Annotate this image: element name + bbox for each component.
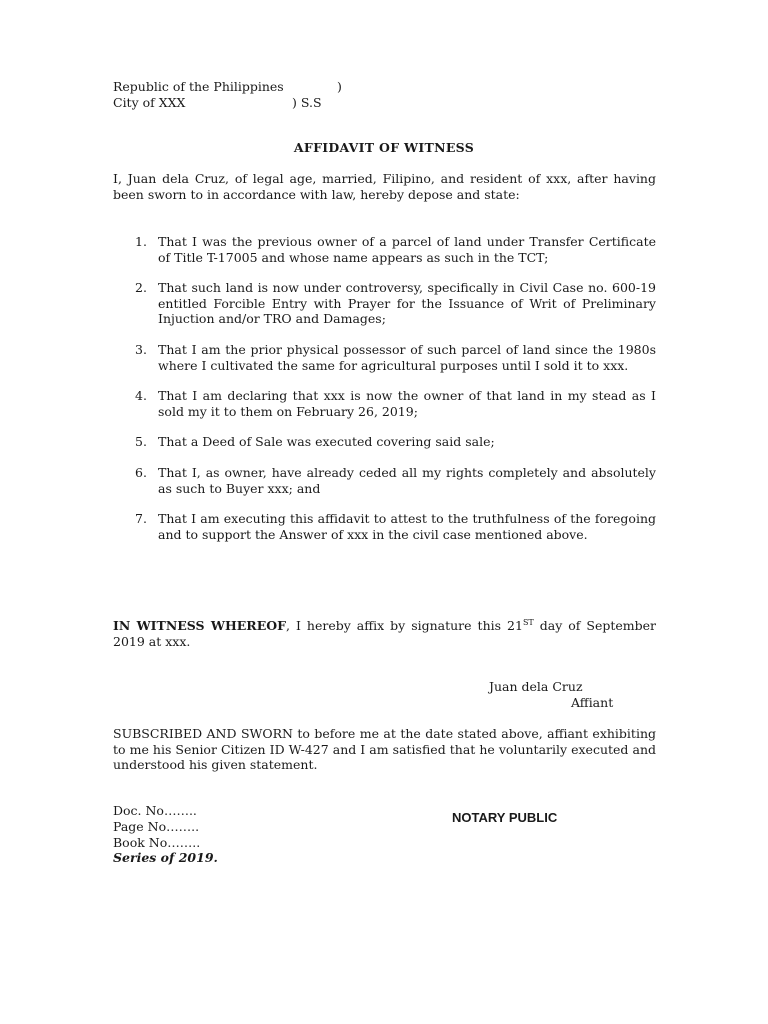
statement-item [113, 465, 656, 496]
statement-text: That I am executing this affidavit to attest to the truthfulness of the foregoing and to support the Answer of xxx in the civil case mentioned above. [158, 511, 656, 542]
statement-text: That I, as owner, have already ceded all my rights completely and absolutely as such to Buyer xxx; and [158, 464, 656, 496]
witness-text-2: day of September 2019 at xxx. [113, 618, 657, 649]
venue-republic-label: Republic of the Philippines [113, 79, 284, 94]
notary-public-label: NOTARY PUBLIC [452, 810, 558, 825]
statement-number: 3. [135, 341, 147, 357]
venue-city-label: City of XXX [113, 95, 186, 110]
statement-number: 5. [135, 434, 147, 450]
venue-bracket-1: ) [337, 79, 342, 94]
statement-item [113, 434, 656, 450]
statement-list [113, 234, 656, 557]
witness-lead: IN WITNESS WHEREOF [113, 618, 286, 633]
statement-item [113, 388, 656, 419]
statement-number: 4. [135, 388, 147, 404]
statement-item [113, 342, 656, 373]
statement-text: That such land is now under controversy, specifically in Civil Case no. 600-19 entitled Forcible Entry with Prayer for the Issuance of Writ of Preliminary Injuction and/or TRO and Damages; [158, 280, 656, 327]
series-year: Series of 2019. [113, 850, 218, 865]
statement-item [113, 280, 656, 327]
statement-number: 6. [135, 464, 147, 480]
statement-item [113, 234, 656, 265]
witness-text-1: , I hereby affix by signature this 21 [286, 618, 523, 633]
venue-republic [113, 79, 284, 95]
witness-superscript: ST [522, 618, 534, 627]
book-number: Book No…….. [113, 835, 201, 850]
doc-number: Doc. No…….. [113, 803, 197, 818]
document-title: AFFIDAVIT OF WITNESS [293, 140, 475, 155]
intro-paragraph: I, Juan dela Cruz, of legal age, married, Filipino, and resident of xxx, after having been sworn to in accordance with law, hereby depose and state: [113, 171, 656, 202]
venue-city [113, 95, 185, 111]
affiant-name: Juan dela Cruz [489, 679, 583, 694]
affiant-role: Affiant [571, 695, 614, 710]
jurat-paragraph: SUBSCRIBED AND SWORN to before me at the date stated above, affiant exhibiting to me his Senior Citizen ID W-427 and I am satisfied that he voluntarily executed and understood his given statement. [113, 726, 656, 773]
statement-text: That I am the prior physical possessor of such parcel of land since the 1980s where I cultivated the same for agricultural purposes until I sold it to xxx. [158, 341, 656, 373]
statement-item [113, 511, 656, 542]
witness-clause [113, 618, 656, 649]
statement-text: That I was the previous owner of a parcel of land under Transfer Certificate of Title T-17005 and whose name appears as such in the TCT; [158, 234, 656, 265]
venue-ss: ) S.S [292, 95, 322, 110]
statement-text: That I am declaring that xxx is now the owner of that land in my stead as I sold my it to them on February 26, 2019; [158, 388, 656, 419]
statement-text: That a Deed of Sale was executed covering said sale; [158, 434, 495, 450]
statement-number: 1. [135, 234, 147, 249]
page-number: Page No…….. [113, 819, 200, 834]
statement-number: 2. [135, 280, 147, 296]
statement-number: 7. [135, 511, 147, 527]
